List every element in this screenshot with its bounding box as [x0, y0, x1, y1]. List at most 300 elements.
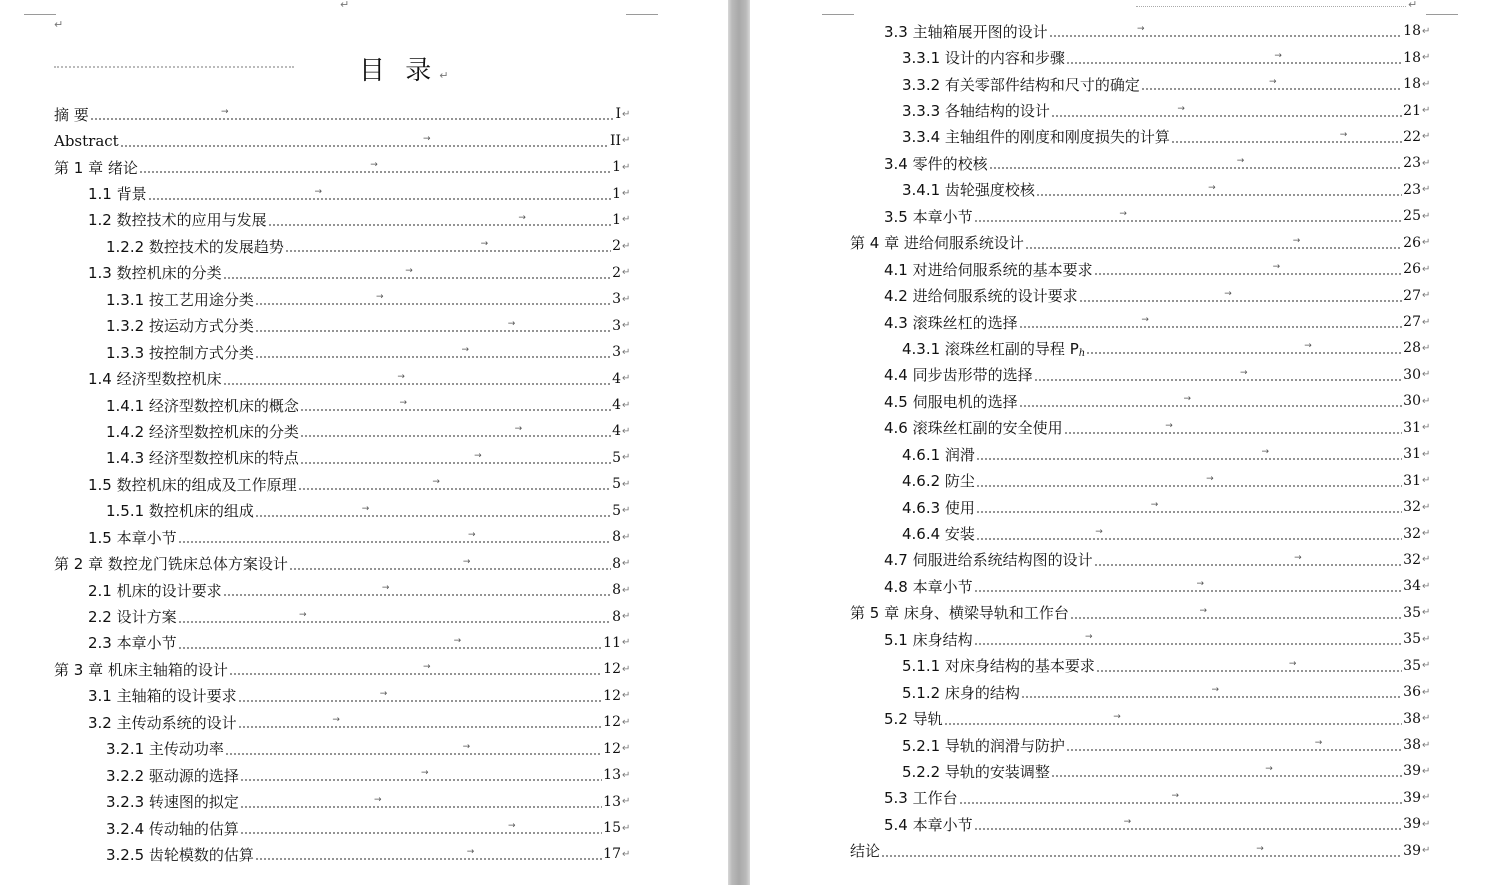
paragraph-mark-icon: ↵ [622, 558, 631, 570]
toc-entry-label: 4.6 滚珠丝杠副的安全使用 [884, 419, 1063, 438]
toc-entry[interactable] [850, 44, 1430, 70]
toc-page-number: 12 [603, 714, 621, 731]
paragraph-mark-icon: ↵ [1422, 210, 1431, 222]
toc-page-number: 32 [1403, 499, 1421, 516]
toc-page-number: 13 [603, 793, 621, 810]
paragraph-mark-icon: ↵ [622, 267, 631, 279]
tab-mark-icon: → [1206, 473, 1214, 484]
toc-entry-label: 1.1 背景 [88, 185, 147, 204]
toc-page-number: 31 [1403, 472, 1421, 489]
toc-entry[interactable] [54, 127, 630, 153]
toc-entry[interactable] [850, 230, 1430, 256]
toc-entry[interactable] [54, 841, 630, 867]
tab-mark-icon: → [462, 741, 471, 752]
toc-entry-label: 3.2.1 主传动功率 [106, 740, 224, 759]
toc-entry-label: 3.3 主轴箱展开图的设计 [884, 22, 1048, 41]
tab-mark-icon: → [298, 609, 307, 620]
paragraph-mark-icon: ↵ [1422, 845, 1431, 857]
paragraph-mark-icon: ↵ [622, 399, 631, 411]
toc-entry[interactable] [54, 180, 630, 206]
paragraph-mark-icon: ↵ [622, 743, 631, 755]
toc-page-number: 39 [1403, 763, 1421, 780]
toc-entry-label: 1.2.2 数控技术的发展趋势 [106, 237, 284, 256]
toc-entry[interactable] [850, 600, 1430, 626]
tab-mark-icon: → [1274, 50, 1282, 61]
tab-mark-icon: → [468, 530, 476, 541]
toc-entry-label: 第 1 章 绪论 [54, 158, 138, 177]
toc-entry[interactable] [850, 838, 1430, 864]
dot-leader [1064, 421, 1403, 435]
toc-entry-label: 3.4.1 齿轮强度校核 [902, 181, 1035, 200]
tab-mark-icon: → [1288, 658, 1297, 669]
toc-entry[interactable] [850, 309, 1430, 335]
toc-page-number: 8 [612, 529, 621, 546]
tab-mark-icon: → [1256, 843, 1264, 854]
toc-page-number: I [615, 106, 621, 123]
toc-entry-label: 3.4 零件的校核 [884, 154, 988, 173]
paragraph-mark-icon: ↵ [1422, 792, 1431, 804]
dot-leader [1094, 262, 1403, 276]
toc-entry[interactable] [54, 630, 630, 656]
dot-leader [223, 583, 611, 597]
dot-leader [1034, 368, 1403, 382]
toc-page-number: 26 [1403, 261, 1421, 278]
paragraph-mark-icon: ↵ [1422, 263, 1431, 275]
tab-mark-icon: → [1095, 526, 1103, 537]
tab-mark-icon: → [422, 662, 431, 673]
toc-entry-label: 4.5 伺服电机的选择 [884, 392, 1018, 411]
header-dotted-line [1136, 6, 1406, 7]
toc-entry[interactable] [850, 97, 1430, 123]
toc-page-number: II [609, 132, 621, 149]
toc-page-number: 4 [612, 370, 621, 387]
dot-leader [238, 715, 603, 729]
toc-page-number: 8 [612, 608, 621, 625]
toc-entry[interactable] [54, 445, 630, 471]
dot-leader [1025, 236, 1402, 250]
toc-page-number: 3 [612, 317, 621, 334]
tab-mark-icon: → [480, 239, 489, 250]
tab-mark-icon: → [1236, 156, 1245, 167]
paragraph-mark-icon: ↵ [439, 69, 449, 82]
dot-leader [255, 319, 611, 333]
toc-entry[interactable] [54, 577, 630, 603]
tab-mark-icon: → [332, 715, 340, 726]
dot-leader [289, 557, 611, 571]
toc-entry[interactable] [850, 758, 1430, 784]
tab-mark-icon: → [1183, 394, 1192, 405]
tab-mark-icon: → [1123, 817, 1132, 828]
toc-entry-label: 4.1 对进给伺服系统的基本要求 [884, 260, 1093, 279]
toc-entry[interactable] [54, 418, 630, 444]
tab-mark-icon: → [1265, 764, 1273, 775]
toc-page-number: 1 [612, 185, 621, 202]
paragraph-mark-icon: ↵ [1422, 660, 1431, 672]
dot-leader [974, 209, 1403, 223]
toc-entry[interactable] [850, 573, 1430, 599]
toc-page-number: 18 [1403, 76, 1421, 93]
toc-page-number: 30 [1403, 393, 1421, 410]
dot-leader [300, 398, 611, 412]
dot-leader [240, 795, 602, 809]
toc-page-number: 27 [1403, 314, 1421, 331]
tab-mark-icon: → [514, 424, 523, 435]
tab-mark-icon: → [1171, 790, 1180, 801]
paragraph-mark-icon: ↵ [1422, 422, 1431, 434]
tab-mark-icon: → [1211, 685, 1220, 696]
toc-entry[interactable] [850, 441, 1430, 467]
paragraph-mark-icon: ↵ [1422, 580, 1431, 592]
toc-page-number: 34 [1403, 578, 1421, 595]
toc-page-number: 5 [612, 502, 621, 519]
toc-page-number: 39 [1403, 842, 1421, 859]
paragraph-mark-icon: ↵ [1422, 528, 1431, 540]
paragraph-mark-icon: ↵ [1422, 448, 1431, 460]
dot-leader [1051, 764, 1402, 778]
tab-mark-icon: → [421, 768, 429, 779]
toc-entry[interactable] [54, 207, 630, 233]
toc-title-row [54, 50, 634, 84]
paragraph-mark-icon: ↵ [1422, 25, 1431, 37]
paragraph-mark-icon: ↵ [622, 796, 631, 808]
toc-entry-label: 1.5.1 数控机床的组成 [106, 502, 254, 521]
toc-entry-label-subscript [1079, 338, 1085, 359]
toc-entry[interactable] [850, 362, 1430, 388]
paragraph-mark-icon: ↵ [622, 320, 631, 332]
tab-mark-icon: → [376, 292, 384, 303]
toc-entry[interactable] [850, 177, 1430, 203]
toc-entry-label: 1.5 本章小节 [88, 528, 177, 547]
dot-leader [1019, 394, 1403, 408]
toc-entry-label: 4.6.4 安装 [902, 525, 975, 544]
dot-leader [1049, 24, 1403, 38]
toc-entry-label: 第 3 章 机床主轴箱的设计 [54, 660, 228, 679]
toc-page-number: 11 [603, 634, 621, 651]
dot-leader [178, 610, 611, 624]
toc-page-number: 23 [1403, 181, 1421, 198]
paragraph-mark-icon: ↵ [622, 531, 631, 543]
toc-entry-label: 4.8 本章小节 [884, 577, 973, 596]
dot-leader [1070, 606, 1402, 620]
dot-leader [1036, 183, 1402, 197]
paragraph-mark-icon: ↵ [622, 663, 631, 675]
page-gutter [728, 0, 750, 885]
dot-leader [139, 160, 611, 174]
tab-mark-icon: → [1165, 420, 1173, 431]
tab-mark-icon: → [1240, 367, 1248, 378]
paragraph-mark-icon: ↵ [1422, 818, 1431, 830]
tab-mark-icon: → [507, 821, 516, 832]
toc-page-number: 5 [612, 476, 621, 493]
toc-entry-label: 3.5 本章小节 [884, 207, 973, 226]
paragraph-mark-icon: ↵ [1422, 501, 1431, 513]
dot-leader [976, 447, 1402, 461]
toc-entry-label: 1.3.3 按控制方式分类 [106, 343, 254, 362]
paragraph-mark-icon: ↵ [1422, 395, 1431, 407]
toc-page-number: 26 [1403, 234, 1421, 251]
dot-leader [1019, 315, 1403, 329]
tab-mark-icon: → [1224, 288, 1232, 299]
title-dot-leader [54, 66, 294, 68]
toc-entry-label: 4.2 进给伺服系统的设计要求 [884, 287, 1078, 306]
paragraph-mark-icon: ↵ [622, 505, 631, 517]
tab-mark-icon: → [381, 583, 390, 594]
tab-mark-icon: → [1314, 738, 1323, 749]
dot-leader [223, 372, 611, 386]
paragraph-mark-icon: ↵ [622, 373, 631, 385]
toc-entry[interactable] [54, 313, 630, 339]
toc-page-number: 35 [1403, 657, 1421, 674]
paragraph-mark-icon: ↵ [1422, 554, 1431, 566]
toc-entry[interactable] [54, 498, 630, 524]
tab-mark-icon: → [1150, 500, 1159, 511]
toc-entry-label: 结论 [850, 842, 881, 861]
toc-entry[interactable] [850, 811, 1430, 837]
toc-entry-label: 摘 要 [54, 105, 89, 124]
toc-entry[interactable] [54, 233, 630, 259]
dot-leader [255, 847, 602, 861]
toc-list-right [850, 18, 1430, 864]
toc-entry[interactable] [54, 392, 630, 418]
toc-page-number: 18 [1403, 49, 1421, 66]
paragraph-mark-icon: ↵ [54, 18, 64, 31]
toc-page-number: 38 [1403, 737, 1421, 754]
dot-leader [1086, 341, 1402, 355]
dot-leader [223, 266, 611, 280]
toc-entry[interactable] [850, 547, 1430, 573]
toc-entry-label: 5.1.2 床身的结构 [902, 683, 1020, 702]
paragraph-mark-icon: ↵ [622, 848, 631, 860]
toc-entry[interactable] [54, 154, 630, 180]
paragraph-mark-icon: ↵ [1422, 52, 1431, 64]
toc-page-number: 17 [603, 846, 621, 863]
tab-mark-icon: → [1119, 209, 1127, 220]
toc-entry-label: 2.1 机床的设计要求 [88, 581, 222, 600]
paragraph-mark-icon: ↵ [1408, 0, 1418, 11]
dot-leader [1051, 104, 1402, 118]
corner-mark-top-left [822, 14, 854, 15]
toc-entry-label: 5.1 床身结构 [884, 630, 973, 649]
toc-entry[interactable] [850, 71, 1430, 97]
dot-leader [225, 742, 602, 756]
toc-entry[interactable] [54, 656, 630, 682]
toc-entry[interactable] [850, 335, 1430, 361]
toc-page-number: 12 [603, 687, 621, 704]
toc-entry-label: 3.2.5 齿轮模数的估算 [106, 845, 254, 864]
paragraph-mark-icon: ↵ [1422, 237, 1431, 249]
toc-entry[interactable] [54, 709, 630, 735]
toc-entry[interactable] [850, 732, 1430, 758]
toc-page-number: 39 [1403, 816, 1421, 833]
toc-page-number: 8 [612, 555, 621, 572]
paragraph-mark-icon: ↵ [622, 425, 631, 437]
toc-list-left [54, 101, 630, 868]
toc-entry[interactable] [850, 679, 1430, 705]
toc-entry[interactable] [54, 815, 630, 841]
tab-mark-icon: → [453, 635, 462, 646]
toc-entry[interactable] [54, 550, 630, 576]
dot-leader [974, 632, 1403, 646]
toc-page-number: 3 [612, 291, 621, 308]
document-page-right [750, 0, 1495, 885]
paragraph-mark-icon: ↵ [622, 690, 631, 702]
toc-entry-label: 第 2 章 数控龙门铣床总体方案设计 [54, 555, 288, 574]
toc-entry[interactable] [850, 705, 1430, 731]
toc-entry[interactable] [54, 260, 630, 286]
toc-entry-label: 5.4 本章小节 [884, 815, 973, 834]
toc-entry-label: 2.3 本章小节 [88, 634, 177, 653]
toc-entry[interactable] [54, 524, 630, 550]
toc-entry-label: 5.2.2 导轨的安装调整 [902, 762, 1050, 781]
tab-mark-icon: → [1113, 711, 1121, 722]
tab-mark-icon: → [518, 212, 526, 223]
dot-leader [1079, 289, 1403, 303]
toc-page-number: 1 [612, 159, 621, 176]
toc-entry-label: 5.2 导轨 [884, 710, 943, 729]
dot-leader [285, 239, 611, 253]
toc-page-number: 1 [612, 211, 621, 228]
tab-mark-icon: → [399, 398, 408, 409]
toc-entry[interactable] [850, 653, 1430, 679]
toc-page-number: 8 [612, 582, 621, 599]
toc-entry-label: 5.3 工作台 [884, 789, 958, 808]
paragraph-mark-icon: ↵ [622, 293, 631, 305]
toc-entry[interactable] [54, 736, 630, 762]
toc-entry[interactable] [850, 256, 1430, 282]
toc-entry[interactable] [850, 150, 1430, 176]
toc-entry[interactable] [850, 124, 1430, 150]
dot-leader [1066, 51, 1402, 65]
toc-page-number: 4 [612, 423, 621, 440]
tab-mark-icon: → [1272, 262, 1281, 273]
tab-mark-icon: → [474, 450, 482, 461]
dot-leader [255, 345, 611, 359]
tab-mark-icon: → [423, 133, 431, 144]
dot-leader [989, 156, 1403, 170]
paragraph-mark-icon: ↵ [622, 822, 631, 834]
tab-mark-icon: → [379, 688, 388, 699]
toc-entry-label: 4.6.2 防尘 [902, 472, 975, 491]
tab-mark-icon: → [1137, 24, 1145, 35]
paragraph-mark-icon: ↵ [622, 769, 631, 781]
paragraph-mark-icon: ↵ [1422, 633, 1431, 645]
toc-entry[interactable] [54, 101, 630, 127]
toc-page-number: 22 [1403, 128, 1421, 145]
toc-entry[interactable] [850, 785, 1430, 811]
toc-page-number: 2 [612, 264, 621, 281]
toc-entry-label: 1.4.2 经济型数控机床的分类 [106, 422, 299, 441]
dot-leader [178, 530, 611, 544]
dot-leader [1171, 130, 1402, 144]
paragraph-mark-icon: ↵ [1422, 686, 1431, 698]
tab-mark-icon: → [220, 107, 229, 118]
toc-entry-label: 3.3.1 设计的内容和步骤 [902, 49, 1065, 68]
paragraph-mark-icon: ↵ [340, 0, 350, 11]
toc-entry[interactable] [54, 603, 630, 629]
paragraph-mark-icon: ↵ [1422, 739, 1431, 751]
tab-mark-icon: → [507, 318, 516, 329]
toc-page-number: 38 [1403, 710, 1421, 727]
tab-mark-icon: → [1196, 579, 1205, 590]
dot-leader [240, 821, 602, 835]
dot-leader [268, 213, 611, 227]
dot-leader [976, 500, 1402, 514]
toc-entry[interactable] [850, 415, 1430, 441]
toc-entry[interactable] [54, 286, 630, 312]
subscript-text: h [1078, 347, 1086, 359]
toc-page-number: 30 [1403, 366, 1421, 383]
toc-entry[interactable] [850, 388, 1430, 414]
toc-entry-label: 1.3.1 按工艺用途分类 [106, 290, 254, 309]
tab-mark-icon: → [1261, 447, 1270, 458]
toc-page-number: 27 [1403, 287, 1421, 304]
tab-mark-icon: → [432, 477, 440, 488]
paragraph-mark-icon: ↵ [622, 346, 631, 358]
paragraph-mark-icon: ↵ [622, 611, 631, 623]
toc-entry-label: 3.2.2 驱动源的选择 [106, 766, 239, 785]
toc-entry[interactable] [54, 683, 630, 709]
toc-entry[interactable] [850, 203, 1430, 229]
toc-entry[interactable] [54, 762, 630, 788]
paragraph-mark-icon: ↵ [1422, 105, 1431, 117]
dot-leader [1066, 738, 1402, 752]
toc-entry-label: 4.6.1 润滑 [902, 445, 975, 464]
toc-entry[interactable] [54, 471, 630, 497]
dot-leader [1096, 659, 1402, 673]
toc-entry-label: 3.2.4 传动轴的估算 [106, 819, 239, 838]
dot-leader [120, 134, 609, 148]
paragraph-mark-icon: ↵ [622, 637, 631, 649]
paragraph-mark-icon: ↵ [622, 240, 631, 252]
toc-entry[interactable] [850, 520, 1430, 546]
dot-leader [238, 689, 603, 703]
toc-entry-label: 1.3.2 按运动方式分类 [106, 317, 254, 336]
toc-entry[interactable] [850, 282, 1430, 308]
tab-mark-icon: → [1268, 77, 1277, 88]
dot-leader [974, 817, 1403, 831]
toc-entry-label: 4.3 滚珠丝杠的选择 [884, 313, 1018, 332]
toc-entry-label: 3.2.3 转速图的拟定 [106, 793, 239, 812]
toc-entry[interactable] [850, 494, 1430, 520]
corner-mark-top-left [24, 14, 56, 15]
toc-page-number: 32 [1403, 525, 1421, 542]
tab-mark-icon: → [314, 186, 322, 197]
paragraph-mark-icon: ↵ [622, 478, 631, 490]
toc-entry[interactable] [850, 626, 1430, 652]
tab-mark-icon: → [462, 556, 471, 567]
toc-entry-label: 1.4 经济型数控机床 [88, 370, 222, 389]
toc-entry[interactable] [54, 788, 630, 814]
tab-mark-icon: → [1292, 235, 1301, 246]
tab-mark-icon: → [1177, 103, 1185, 114]
toc-entry-label: 3.2 主传动系统的设计 [88, 713, 237, 732]
paragraph-mark-icon: ↵ [622, 135, 631, 147]
toc-page-number: 35 [1403, 604, 1421, 621]
toc-page-number: 5 [612, 449, 621, 466]
dot-leader [298, 477, 611, 491]
toc-page-number: 2 [612, 238, 621, 255]
toc-page-number: 23 [1403, 155, 1421, 172]
toc-page-number: 31 [1403, 446, 1421, 463]
toc-page-number: 15 [603, 820, 621, 837]
toc-entry[interactable] [850, 18, 1430, 44]
toc-entry[interactable] [54, 365, 630, 391]
corner-mark-top-right [626, 14, 658, 15]
toc-entry[interactable] [54, 339, 630, 365]
paragraph-mark-icon: ↵ [1422, 290, 1431, 302]
toc-page-number: 21 [1403, 102, 1421, 119]
toc-entry[interactable] [850, 467, 1430, 493]
